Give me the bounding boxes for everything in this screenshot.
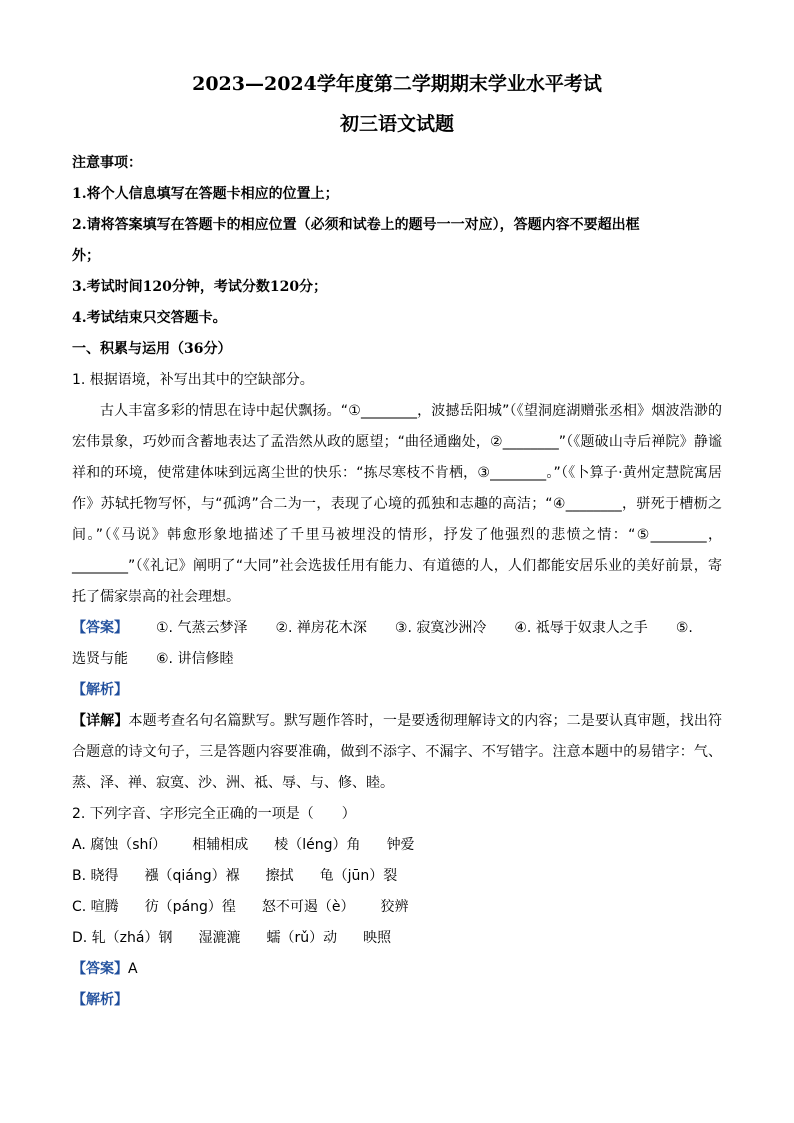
note-item: 3.考试时间120分钟，考试分数120分； bbox=[72, 279, 328, 295]
answer-label: 【答案】 bbox=[72, 620, 128, 636]
answer-item: ④. 祗辱于奴隶人之手 bbox=[514, 620, 648, 636]
answer-item: 选贤与能 bbox=[72, 651, 128, 667]
note-item: 1.将个人信息填写在答题卡相应的位置上； bbox=[72, 186, 339, 202]
option-part: 蠕（rǔ）动 bbox=[266, 930, 338, 946]
analysis-label: 【解析】 bbox=[72, 682, 128, 698]
answer-item: ①. 气蒸云梦泽 bbox=[156, 620, 248, 636]
option-a bbox=[72, 830, 722, 861]
option-part: C. 喧腾 bbox=[72, 899, 119, 915]
notes-section bbox=[72, 148, 722, 334]
answer-row bbox=[72, 644, 722, 675]
option-part: A. 腐蚀（shí） bbox=[72, 837, 167, 853]
exam-subtitle: 初三语文试题 bbox=[339, 113, 454, 135]
option-part: 钟爱 bbox=[386, 837, 415, 853]
answer-row bbox=[72, 613, 722, 644]
option-part: 擦拭 bbox=[265, 868, 294, 884]
note-item: 4.考试结束只交答题卡。 bbox=[72, 310, 227, 326]
detail-label: 【详解】 bbox=[72, 713, 129, 729]
option-d bbox=[72, 923, 722, 954]
question-stem: 1. 根据语境，补写出其中的空缺部分。 bbox=[72, 372, 314, 388]
question-2 bbox=[72, 799, 722, 1016]
option-part: 湿漉漉 bbox=[198, 930, 241, 946]
detail-text: 本题考查名句名篇默写。默写题作答时，一是要透彻理解诗文的内容；二是要认真审题，找出符合题意的诗文句子，三是答题内容要准确，做到不添字、不漏字、不写错字。注意本题中的易错字：气、蒸、泽、禅、寂寞、沙、洲、祗、辱、与、修、睦。 bbox=[72, 713, 723, 791]
option-part: 狡辨 bbox=[380, 899, 409, 915]
option-part: 襁（qiáng）褓 bbox=[144, 868, 240, 884]
option-part: 彷（páng）徨 bbox=[144, 899, 236, 915]
exam-page bbox=[72, 70, 722, 1016]
option-b bbox=[72, 861, 722, 892]
option-part: 怒不可遏（è） bbox=[261, 899, 355, 915]
option-part: B. 晓得 bbox=[72, 868, 119, 884]
option-part: 棱（léng）角 bbox=[274, 837, 361, 853]
option-part: 龟（jūn）裂 bbox=[319, 868, 398, 884]
question-stem: 2. 下列字音、字形完全正确的一项是（ ） bbox=[72, 806, 356, 822]
option-part: D. 轧（zhá）钢 bbox=[72, 930, 173, 946]
answer-item: ②. 禅房花木深 bbox=[275, 620, 367, 636]
option-part: 相辅相成 bbox=[192, 837, 249, 853]
answer-item: ③. 寂寞沙洲冷 bbox=[394, 620, 487, 636]
option-part: 映照 bbox=[363, 930, 392, 946]
question-1 bbox=[72, 365, 722, 799]
note-item: 2.请将答案填写在答题卡的相应位置（必须和试卷上的题号一一对应），答题内容不要超出框 bbox=[72, 217, 640, 233]
note-item: 外； bbox=[72, 248, 100, 264]
answer-label: 【答案】 bbox=[72, 961, 128, 977]
answer-item: ⑤. bbox=[675, 620, 693, 636]
answer-row bbox=[72, 954, 722, 985]
detail-paragraph bbox=[72, 706, 722, 799]
section-heading: 一、积累与运用（36分） bbox=[72, 341, 232, 357]
analysis-label: 【解析】 bbox=[72, 992, 128, 1008]
notes-heading: 注意事项： bbox=[72, 155, 142, 171]
answer-value: A bbox=[128, 961, 138, 977]
option-c bbox=[72, 892, 722, 923]
exam-title: 2023—2024学年度第二学期期末学业水平考试 bbox=[192, 73, 602, 95]
answer-item: ⑥. 讲信修睦 bbox=[156, 651, 234, 667]
question-passage: 古人丰富多彩的情思在诗中起伏飘扬。“①________，波撼岳阳城”（《望洞庭湖赠张丞相》烟波浩渺的宏伟景象，巧妙而含蓄地表达了孟浩然从政的愿望；“曲径通幽处，②________”（《题破山寺后禅院》静谧祥和的环境，使常建体味到远离尘世的快乐：“拣尽寒枝不肯栖，③________。”（《卜算子·黄州定慧院寓居作》苏轼托物写怀，与“孤鸿”合二为一，表现了心境的孤独和志趣的高洁；“④________，骈死于槽枥之间。”（《马说》韩愈形象地描述了千里马被埋没的情形，抒发了他强烈的悲愤之情：“⑤________，________”（《礼记》阐明了“大同”社会选拔任用有能力、有道德的人，人们都能安居乐业的美好前景，寄托了儒家崇高的社会理想。 bbox=[72, 403, 722, 605]
